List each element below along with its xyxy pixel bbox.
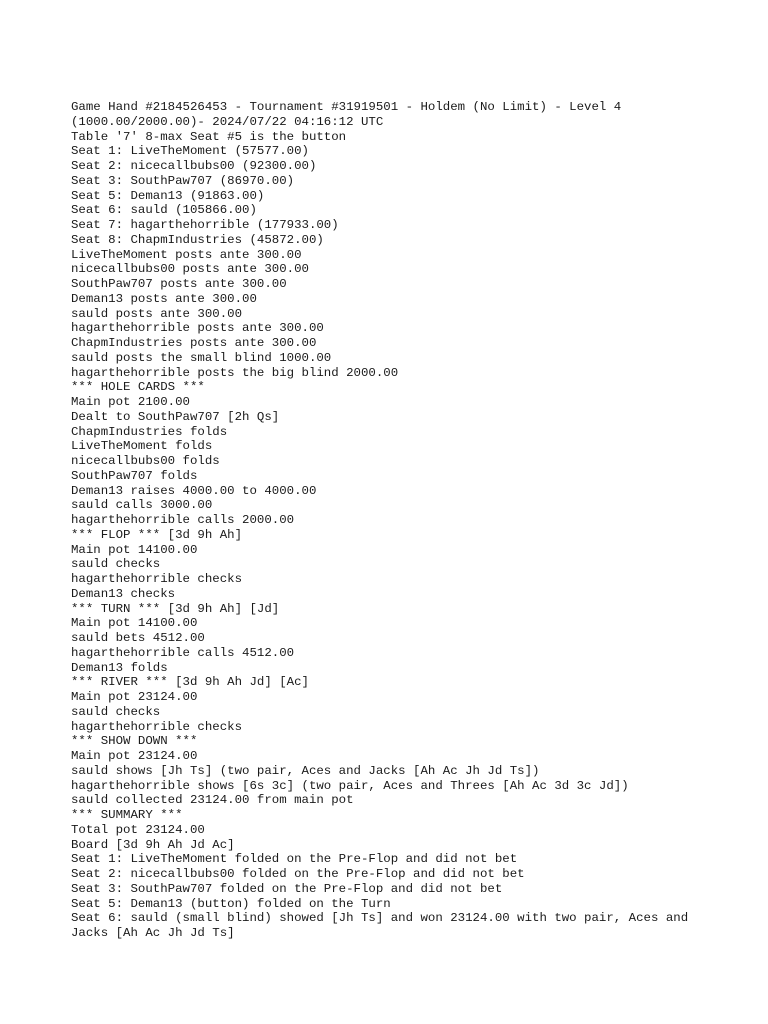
table-info-line: Table '7' 8-max Seat #5 is the button: [71, 129, 347, 144]
showdown-line: hagarthehorrible shows [6s 3c] (two pair, Aces and Threes [Ah Ac 3d 3c Jd]): [71, 778, 629, 793]
summary-seat-line: Seat 6: sauld (small blind) showed [Jh Ts] and won 23124.00 with two pair, Aces and: [71, 911, 689, 926]
blind-line: sauld posts the small blind 1000.00: [71, 350, 332, 365]
action-line: Deman13 folds: [71, 660, 168, 675]
section-river: *** RIVER *** [3d 9h Ah Jd] [Ac]: [71, 675, 309, 690]
ante-line: hagarthehorrible posts ante 300.00: [71, 321, 324, 336]
blind-line: hagarthehorrible posts the big blind 2000.00: [71, 365, 399, 380]
action-line: LiveTheMoment folds: [71, 439, 213, 454]
section-summary: *** SUMMARY ***: [71, 808, 183, 822]
action-line: Deman13 raises 4000.00 to 4000.00: [71, 483, 317, 498]
showdown-line: sauld shows [Jh Ts] (two pair, Aces and Jacks [Ah Ac Jh Jd Ts]): [71, 763, 540, 778]
summary-seat-line: Seat 2: nicecallbubs00 folded on the Pre-Flop and did not bet: [71, 867, 525, 881]
ante-line: Deman13 posts ante 300.00: [71, 291, 257, 306]
action-line: Deman13 checks: [71, 586, 176, 601]
action-line: sauld bets 4512.00: [71, 631, 205, 645]
summary-seat-line: Seat 1: LiveTheMoment folded on the Pre-Flop and did not bet: [71, 852, 518, 867]
seat-line: Seat 2: nicecallbubs00 (92300.00): [71, 159, 317, 173]
seat-line: Seat 5: Deman13 (91863.00): [71, 188, 265, 203]
seat-line: Seat 6: sauld (105866.00): [71, 203, 257, 218]
ante-line: sauld posts ante 300.00: [71, 306, 243, 321]
action-line: hagarthehorrible checks: [71, 719, 243, 734]
ante-line: LiveTheMoment posts ante 300.00: [71, 247, 302, 262]
summary-seat-line: Seat 5: Deman13 (button) folded on the Turn: [71, 896, 391, 911]
pot-line: Main pot 23124.00: [71, 749, 198, 763]
pot-line: Main pot 2100.00: [71, 395, 190, 409]
seat-line: Seat 1: LiveTheMoment (57577.00): [71, 144, 309, 159]
summary-seat-line-continued: Jacks [Ah Ac Jh Jd Ts]: [71, 926, 235, 940]
action-line: ChapmIndustries folds: [71, 424, 228, 439]
pot-line: Main pot 14100.00: [71, 542, 198, 557]
seat-line: Seat 3: SouthPaw707 (86970.00): [71, 173, 295, 188]
seat-line: Seat 8: ChapmIndustries (45872.00): [71, 232, 324, 247]
collected-line: sauld collected 23124.00 from main pot: [71, 793, 354, 808]
summary-seat-line: Seat 3: SouthPaw707 folded on the Pre-Flop and did not bet: [71, 881, 503, 896]
section-hole-cards: *** HOLE CARDS ***: [71, 380, 205, 395]
action-line: sauld checks: [71, 557, 161, 572]
action-line: sauld calls 3000.00: [71, 498, 213, 513]
action-line: hagarthehorrible calls 2000.00: [71, 513, 295, 527]
action-line: hagarthehorrible calls 4512.00: [71, 645, 295, 660]
action-line: SouthPaw707 folds: [71, 468, 198, 483]
dealt-line: Dealt to SouthPaw707 [2h Qs]: [71, 409, 280, 424]
ante-line: nicecallbubs00 posts ante 300.00: [71, 262, 309, 277]
action-line: hagarthehorrible checks: [71, 572, 243, 586]
hand-header-line-2: (1000.00/2000.00)- 2024/07/22 04:16:12 UTC: [71, 114, 384, 129]
board-line: Board [3d 9h Ah Jd Ac]: [71, 837, 235, 852]
ante-line: SouthPaw707 posts ante 300.00: [71, 277, 287, 291]
section-show-down: *** SHOW DOWN ***: [71, 734, 198, 749]
hand-history-document: [71, 100, 711, 941]
pot-line: Main pot 14100.00: [71, 616, 198, 631]
total-pot-line: Total pot 23124.00: [71, 822, 205, 837]
seat-line: Seat 7: hagarthehorrible (177933.00): [71, 218, 339, 232]
action-line: sauld checks: [71, 704, 161, 719]
hand-header-line-1: Game Hand #2184526453 - Tournament #31919501 - Holdem (No Limit) - Level 4: [71, 100, 622, 114]
ante-line: ChapmIndustries posts ante 300.00: [71, 336, 317, 350]
pot-line: Main pot 23124.00: [71, 690, 198, 704]
action-line: nicecallbubs00 folds: [71, 454, 220, 468]
section-turn: *** TURN *** [3d 9h Ah] [Jd]: [71, 601, 280, 616]
section-flop: *** FLOP *** [3d 9h Ah]: [71, 527, 243, 542]
